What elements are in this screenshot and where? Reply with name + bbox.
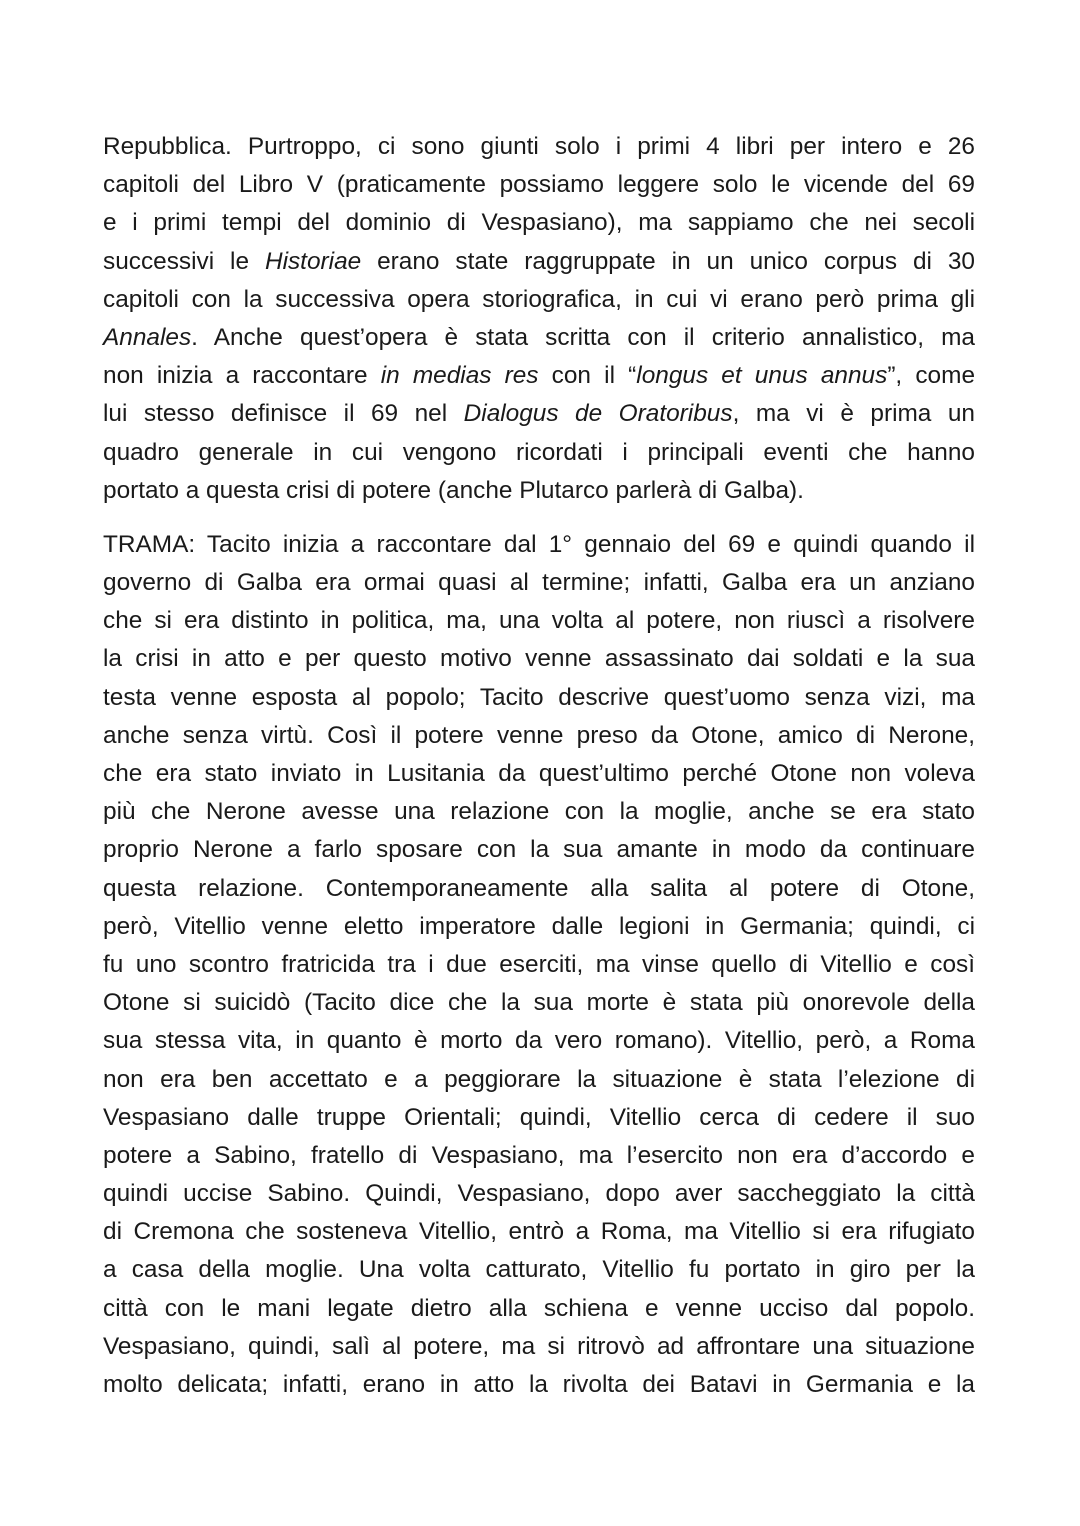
text-run: che era stato inviato in Lusitania da quest’ultimo perché Otone non voleva [103, 760, 975, 787]
text-run: la crisi in atto e per questo motivo venne assassinato dai soldati e la sua [103, 645, 975, 673]
italic-title: longus et unus annus [636, 362, 888, 390]
text-line [103, 166, 975, 204]
paragraph-gap [103, 510, 975, 526]
text-run: ”, come [887, 362, 976, 390]
text-line [103, 1099, 975, 1137]
text-run: fu uno scontro fratricida tra i due eserciti, ma vinse quello di Vitellio e così [103, 950, 975, 978]
text-line [103, 717, 975, 755]
text-run: , ma vi è prima un [732, 400, 975, 428]
text-line [103, 984, 975, 1022]
text-line [103, 1290, 975, 1328]
text-line [103, 1022, 975, 1060]
italic-title: Dialogus de Oratoribus [463, 400, 733, 428]
text-line [103, 128, 975, 166]
text-run: Vespasiano, quindi, salì al potere, ma si ritrovò ad affrontare una situazione [103, 1332, 975, 1360]
document-page [103, 128, 975, 1404]
text-line [103, 281, 975, 319]
text-run: portato a questa crisi di potere (anche Plutarco parlerà di Galba). [103, 476, 804, 504]
text-run: città con le mani legate dietro alla schiena e venne ucciso dal popolo. [103, 1294, 975, 1322]
text-run: di Cremona che sosteneva Vitellio, entrò a Roma, ma Vitellio si era rifugiato [103, 1218, 975, 1246]
text-run: più che Nerone avesse una relazione con la moglie, anche se era stato [103, 798, 975, 826]
text-run: a casa della moglie. Una volta catturato, Vitellio fu portato in giro per la [103, 1256, 975, 1284]
text-line [103, 1175, 975, 1213]
text-run: Vespasiano dalle truppe Orientali; quindi, Vitellio cerca di cedere il suo [103, 1103, 975, 1131]
text-line [103, 472, 975, 510]
text-line [103, 1137, 975, 1175]
text-line [103, 434, 975, 472]
text-run: capitoli con la successiva opera storiografica, in cui vi erano però prima gli [103, 285, 975, 313]
text-run: TRAMA: Tacito inizia a raccontare dal 1° gennaio del 69 e quindi quando il [103, 530, 975, 558]
text-line [103, 640, 975, 678]
text-run: non era ben accettato e a peggiorare la situazione è stata l’elezione di [103, 1065, 975, 1093]
text-line [103, 319, 975, 357]
text-line [103, 1213, 975, 1251]
text-run: non inizia a raccontare [103, 362, 381, 390]
text-run: molto delicata; infatti, erano in atto la rivolta dei Batavi in Germania e la [103, 1371, 975, 1398]
italic-title: Annales [103, 323, 192, 351]
text-line [103, 946, 975, 984]
text-line [103, 564, 975, 602]
text-run: quadro generale in cui vengono ricordati i principali eventi che hanno [103, 438, 975, 466]
text-line [103, 1328, 975, 1366]
text-line [103, 679, 975, 717]
text-run: testa venne esposta al popolo; Tacito descrive quest’uomo senza vizi, ma [103, 683, 975, 711]
text-line [103, 755, 975, 793]
paragraph-historiae-intro [103, 128, 975, 510]
text-line [103, 908, 975, 946]
text-run: con il “ [538, 362, 637, 390]
text-run: Otone si suicidò (Tacito dice che la sua morte è stata più onorevole della [103, 989, 975, 1017]
text-line [103, 204, 975, 242]
text-line [103, 243, 975, 281]
text-run: capitoli del Libro V (praticamente possiamo leggere solo le vicende del 69 [103, 171, 975, 199]
text-run: governo di Galba era ormai quasi al termine; infatti, Galba era un anziano [103, 569, 975, 597]
text-run: e i primi tempi del dominio di Vespasiano), ma sappiamo che nei secoli [103, 209, 975, 237]
text-run: . Anche quest’opera è stata scritta con il criterio annalistico, ma [191, 323, 975, 351]
text-run: Repubblica. Purtroppo, ci sono giunti solo i primi 4 libri per intero e 26 [103, 133, 975, 160]
paragraph-trama [103, 526, 975, 1404]
text-line [103, 602, 975, 640]
text-run: che si era distinto in politica, ma, una volta al potere, non riuscì a risolvere [103, 607, 975, 635]
text-run: questa relazione. Contemporaneamente alla salita al potere di Otone, [103, 874, 975, 902]
text-run: anche senza virtù. Così il potere venne preso da Otone, amico di Nerone, [103, 721, 975, 749]
text-run: sua stessa vita, in quanto è morto da vero romano). Vitellio, però, a Roma [103, 1027, 975, 1055]
text-line [103, 357, 975, 395]
text-run: successivi le [103, 247, 265, 275]
italic-title: in medias res [380, 362, 539, 390]
text-run: lui stesso definisce il 69 nel [103, 400, 464, 428]
text-line [103, 870, 975, 908]
text-line [103, 1251, 975, 1289]
text-line [103, 1366, 975, 1404]
text-run: quindi uccise Sabino. Quindi, Vespasiano, dopo aver saccheggiato la città [103, 1180, 975, 1208]
text-run: potere a Sabino, fratello di Vespasiano, ma l’esercito non era d’accordo e [103, 1141, 975, 1169]
text-line [103, 1061, 975, 1099]
text-line [103, 793, 975, 831]
text-line [103, 526, 975, 564]
text-run: proprio Nerone a farlo sposare con la sua amante in modo da continuare [103, 836, 975, 864]
text-run: però, Vitellio venne eletto imperatore dalle legioni in Germania; quindi, ci [103, 912, 975, 940]
text-line [103, 831, 975, 869]
text-run: erano state raggruppate in un unico corpus di 30 [361, 247, 975, 275]
text-line [103, 395, 975, 433]
italic-title: Historiae [264, 247, 362, 275]
